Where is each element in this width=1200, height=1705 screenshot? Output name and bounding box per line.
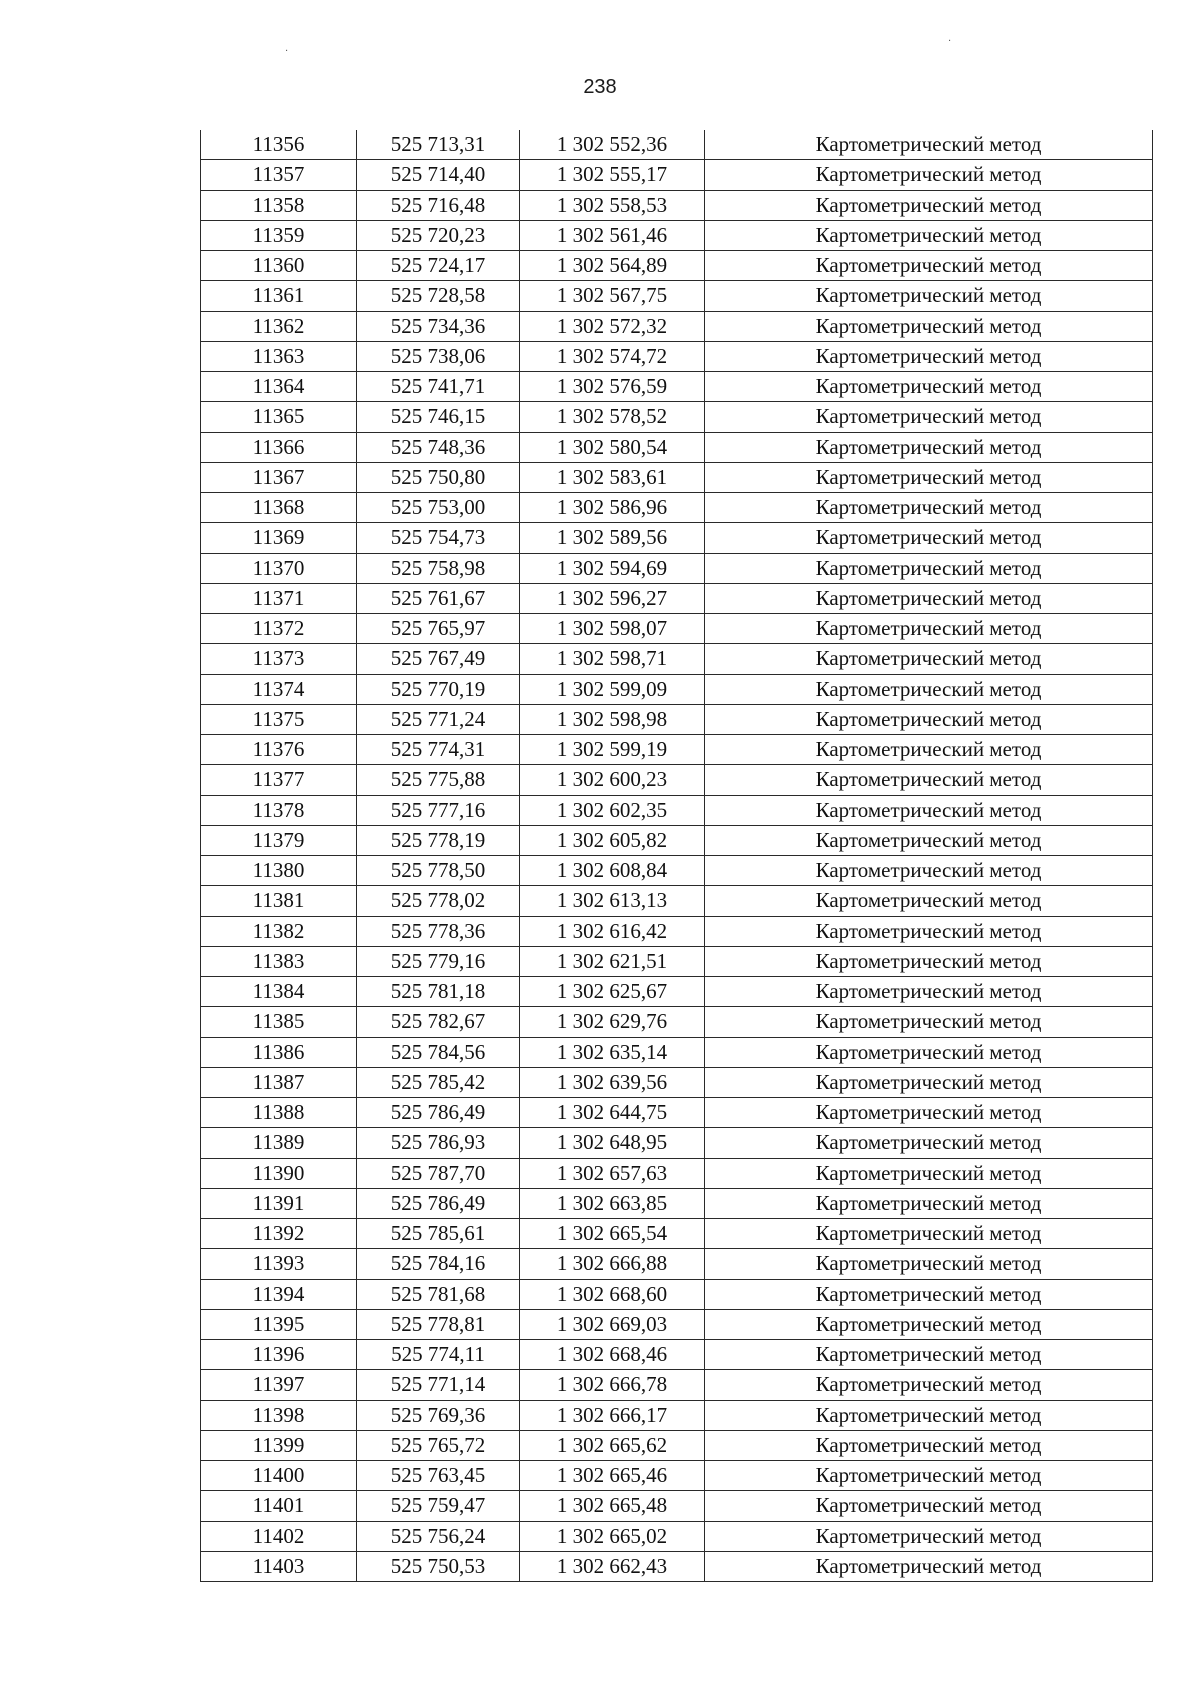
y-coordinate-cell: 1 302 613,13: [520, 886, 705, 916]
y-coordinate-cell: 1 302 602,35: [520, 795, 705, 825]
method-cell: Картометрический метод: [705, 795, 1153, 825]
method-cell: Картометрический метод: [705, 1067, 1153, 1097]
method-cell: Картометрический метод: [705, 1430, 1153, 1460]
table-row: [201, 795, 1153, 825]
x-coordinate-cell: 525 756,24: [357, 1521, 520, 1551]
point-number-cell: 11367: [201, 462, 357, 492]
x-coordinate-cell: 525 753,00: [357, 493, 520, 523]
y-coordinate-cell: 1 302 668,46: [520, 1340, 705, 1370]
table-row: [201, 281, 1153, 311]
scan-speck: ·: [948, 36, 952, 47]
point-number-cell: 11375: [201, 704, 357, 734]
x-coordinate-cell: 525 770,19: [357, 674, 520, 704]
method-cell: Картометрический метод: [705, 856, 1153, 886]
point-number-cell: 11403: [201, 1551, 357, 1581]
method-cell: Картометрический метод: [705, 160, 1153, 190]
y-coordinate-cell: 1 302 599,09: [520, 674, 705, 704]
point-number-cell: 11378: [201, 795, 357, 825]
table-row: [201, 765, 1153, 795]
method-cell: Картометрический метод: [705, 704, 1153, 734]
x-coordinate-cell: 525 771,24: [357, 704, 520, 734]
scan-speck: ·: [285, 46, 289, 57]
y-coordinate-cell: 1 302 662,43: [520, 1551, 705, 1581]
x-coordinate-cell: 525 738,06: [357, 341, 520, 371]
table-row: [201, 1188, 1153, 1218]
coordinates-table: [200, 130, 1153, 1582]
method-cell: Картометрический метод: [705, 523, 1153, 553]
y-coordinate-cell: 1 302 596,27: [520, 583, 705, 613]
table-row: [201, 856, 1153, 886]
method-cell: Картометрический метод: [705, 1521, 1153, 1551]
x-coordinate-cell: 525 771,14: [357, 1370, 520, 1400]
method-cell: Картометрический метод: [705, 644, 1153, 674]
method-cell: Картометрический метод: [705, 1279, 1153, 1309]
point-number-cell: 11365: [201, 402, 357, 432]
table-row: [201, 946, 1153, 976]
table-row: [201, 341, 1153, 371]
point-number-cell: 11389: [201, 1128, 357, 1158]
x-coordinate-cell: 525 750,80: [357, 462, 520, 492]
method-cell: Картометрический метод: [705, 190, 1153, 220]
table-row: [201, 1430, 1153, 1460]
method-cell: Картометрический метод: [705, 341, 1153, 371]
table-row: [201, 1037, 1153, 1067]
y-coordinate-cell: 1 302 583,61: [520, 462, 705, 492]
point-number-cell: 11402: [201, 1521, 357, 1551]
method-cell: Картометрический метод: [705, 674, 1153, 704]
table-row: [201, 1461, 1153, 1491]
table-row: [201, 735, 1153, 765]
point-number-cell: 11393: [201, 1249, 357, 1279]
y-coordinate-cell: 1 302 580,54: [520, 432, 705, 462]
x-coordinate-cell: 525 785,42: [357, 1067, 520, 1097]
method-cell: Картометрический метод: [705, 1370, 1153, 1400]
y-coordinate-cell: 1 302 665,46: [520, 1461, 705, 1491]
x-coordinate-cell: 525 779,16: [357, 946, 520, 976]
x-coordinate-cell: 525 746,15: [357, 402, 520, 432]
method-cell: Картометрический метод: [705, 130, 1153, 160]
method-cell: Картометрический метод: [705, 493, 1153, 523]
table-row: [201, 674, 1153, 704]
point-number-cell: 11387: [201, 1067, 357, 1097]
x-coordinate-cell: 525 775,88: [357, 765, 520, 795]
table-row: [201, 402, 1153, 432]
point-number-cell: 11372: [201, 614, 357, 644]
x-coordinate-cell: 525 778,02: [357, 886, 520, 916]
y-coordinate-cell: 1 302 635,14: [520, 1037, 705, 1067]
table-row: [201, 1521, 1153, 1551]
method-cell: Картометрический метод: [705, 1007, 1153, 1037]
point-number-cell: 11394: [201, 1279, 357, 1309]
method-cell: Картометрический метод: [705, 281, 1153, 311]
x-coordinate-cell: 525 786,49: [357, 1098, 520, 1128]
point-number-cell: 11369: [201, 523, 357, 553]
method-cell: Картометрический метод: [705, 1491, 1153, 1521]
point-number-cell: 11396: [201, 1340, 357, 1370]
y-coordinate-cell: 1 302 605,82: [520, 825, 705, 855]
y-coordinate-cell: 1 302 558,53: [520, 190, 705, 220]
y-coordinate-cell: 1 302 589,56: [520, 523, 705, 553]
x-coordinate-cell: 525 713,31: [357, 130, 520, 160]
point-number-cell: 11371: [201, 583, 357, 613]
table-row: [201, 1128, 1153, 1158]
x-coordinate-cell: 525 765,72: [357, 1430, 520, 1460]
table-row: [201, 1098, 1153, 1128]
method-cell: Картометрический метод: [705, 1461, 1153, 1491]
method-cell: Картометрический метод: [705, 735, 1153, 765]
table-row: [201, 916, 1153, 946]
table-row: [201, 190, 1153, 220]
point-number-cell: 11359: [201, 220, 357, 250]
y-coordinate-cell: 1 302 666,17: [520, 1400, 705, 1430]
method-cell: Картометрический метод: [705, 251, 1153, 281]
method-cell: Картометрический метод: [705, 916, 1153, 946]
table-row: [201, 1370, 1153, 1400]
table-row: [201, 130, 1153, 160]
y-coordinate-cell: 1 302 576,59: [520, 372, 705, 402]
method-cell: Картометрический метод: [705, 946, 1153, 976]
y-coordinate-cell: 1 302 578,52: [520, 402, 705, 432]
point-number-cell: 11380: [201, 856, 357, 886]
y-coordinate-cell: 1 302 594,69: [520, 553, 705, 583]
point-number-cell: 11376: [201, 735, 357, 765]
table-row: [201, 160, 1153, 190]
table-row: [201, 462, 1153, 492]
point-number-cell: 11383: [201, 946, 357, 976]
point-number-cell: 11368: [201, 493, 357, 523]
table-row: [201, 1400, 1153, 1430]
x-coordinate-cell: 525 784,16: [357, 1249, 520, 1279]
table-row: [201, 886, 1153, 916]
point-number-cell: 11360: [201, 251, 357, 281]
table-row: [201, 825, 1153, 855]
method-cell: Картометрический метод: [705, 432, 1153, 462]
x-coordinate-cell: 525 765,97: [357, 614, 520, 644]
y-coordinate-cell: 1 302 629,76: [520, 1007, 705, 1037]
y-coordinate-cell: 1 302 598,71: [520, 644, 705, 674]
point-number-cell: 11364: [201, 372, 357, 402]
x-coordinate-cell: 525 750,53: [357, 1551, 520, 1581]
x-coordinate-cell: 525 778,19: [357, 825, 520, 855]
y-coordinate-cell: 1 302 598,07: [520, 614, 705, 644]
point-number-cell: 11397: [201, 1370, 357, 1400]
method-cell: Картометрический метод: [705, 462, 1153, 492]
point-number-cell: 11401: [201, 1491, 357, 1521]
point-number-cell: 11362: [201, 311, 357, 341]
x-coordinate-cell: 525 720,23: [357, 220, 520, 250]
method-cell: Картометрический метод: [705, 886, 1153, 916]
point-number-cell: 11382: [201, 916, 357, 946]
y-coordinate-cell: 1 302 600,23: [520, 765, 705, 795]
point-number-cell: 11373: [201, 644, 357, 674]
method-cell: Картометрический метод: [705, 977, 1153, 1007]
x-coordinate-cell: 525 774,11: [357, 1340, 520, 1370]
table-row: [201, 432, 1153, 462]
x-coordinate-cell: 525 784,56: [357, 1037, 520, 1067]
y-coordinate-cell: 1 302 552,36: [520, 130, 705, 160]
method-cell: Картометрический метод: [705, 765, 1153, 795]
y-coordinate-cell: 1 302 639,56: [520, 1067, 705, 1097]
table-row: [201, 704, 1153, 734]
method-cell: Картометрический метод: [705, 220, 1153, 250]
point-number-cell: 11395: [201, 1309, 357, 1339]
y-coordinate-cell: 1 302 665,62: [520, 1430, 705, 1460]
table-row: [201, 644, 1153, 674]
page-number: 238: [583, 76, 617, 98]
point-number-cell: 11400: [201, 1461, 357, 1491]
table-row: [201, 1279, 1153, 1309]
method-cell: Картометрический метод: [705, 825, 1153, 855]
x-coordinate-cell: 525 754,73: [357, 523, 520, 553]
method-cell: Картометрический метод: [705, 311, 1153, 341]
y-coordinate-cell: 1 302 621,51: [520, 946, 705, 976]
y-coordinate-cell: 1 302 648,95: [520, 1128, 705, 1158]
point-number-cell: 11399: [201, 1430, 357, 1460]
y-coordinate-cell: 1 302 572,32: [520, 311, 705, 341]
y-coordinate-cell: 1 302 616,42: [520, 916, 705, 946]
y-coordinate-cell: 1 302 657,63: [520, 1158, 705, 1188]
table-row: [201, 1007, 1153, 1037]
y-coordinate-cell: 1 302 561,46: [520, 220, 705, 250]
point-number-cell: 11391: [201, 1188, 357, 1218]
point-number-cell: 11392: [201, 1219, 357, 1249]
point-number-cell: 11398: [201, 1400, 357, 1430]
point-number-cell: 11384: [201, 977, 357, 1007]
y-coordinate-cell: 1 302 586,96: [520, 493, 705, 523]
x-coordinate-cell: 525 714,40: [357, 160, 520, 190]
x-coordinate-cell: 525 778,50: [357, 856, 520, 886]
method-cell: Картометрический метод: [705, 1400, 1153, 1430]
point-number-cell: 11357: [201, 160, 357, 190]
method-cell: Картометрический метод: [705, 1219, 1153, 1249]
method-cell: Картометрический метод: [705, 1340, 1153, 1370]
x-coordinate-cell: 525 778,81: [357, 1309, 520, 1339]
point-number-cell: 11379: [201, 825, 357, 855]
x-coordinate-cell: 525 777,16: [357, 795, 520, 825]
point-number-cell: 11374: [201, 674, 357, 704]
table-row: [201, 523, 1153, 553]
y-coordinate-cell: 1 302 625,67: [520, 977, 705, 1007]
x-coordinate-cell: 525 781,18: [357, 977, 520, 1007]
x-coordinate-cell: 525 741,71: [357, 372, 520, 402]
x-coordinate-cell: 525 774,31: [357, 735, 520, 765]
y-coordinate-cell: 1 302 567,75: [520, 281, 705, 311]
y-coordinate-cell: 1 302 668,60: [520, 1279, 705, 1309]
method-cell: Картометрический метод: [705, 1128, 1153, 1158]
point-number-cell: 11361: [201, 281, 357, 311]
x-coordinate-cell: 525 724,17: [357, 251, 520, 281]
point-number-cell: 11370: [201, 553, 357, 583]
x-coordinate-cell: 525 785,61: [357, 1219, 520, 1249]
x-coordinate-cell: 525 778,36: [357, 916, 520, 946]
x-coordinate-cell: 525 769,36: [357, 1400, 520, 1430]
method-cell: Картометрический метод: [705, 372, 1153, 402]
x-coordinate-cell: 525 761,67: [357, 583, 520, 613]
x-coordinate-cell: 525 782,67: [357, 1007, 520, 1037]
y-coordinate-cell: 1 302 644,75: [520, 1098, 705, 1128]
point-number-cell: 11386: [201, 1037, 357, 1067]
point-number-cell: 11366: [201, 432, 357, 462]
method-cell: Картометрический метод: [705, 614, 1153, 644]
point-number-cell: 11388: [201, 1098, 357, 1128]
method-cell: Картометрический метод: [705, 1188, 1153, 1218]
table-row: [201, 1491, 1153, 1521]
method-cell: Картометрический метод: [705, 1551, 1153, 1581]
table-row: [201, 251, 1153, 281]
table-row: [201, 311, 1153, 341]
x-coordinate-cell: 525 734,36: [357, 311, 520, 341]
y-coordinate-cell: 1 302 666,78: [520, 1370, 705, 1400]
table-row: [201, 1158, 1153, 1188]
y-coordinate-cell: 1 302 564,89: [520, 251, 705, 281]
table-body: [201, 130, 1153, 1582]
y-coordinate-cell: 1 302 669,03: [520, 1309, 705, 1339]
point-number-cell: 11363: [201, 341, 357, 371]
table-row: [201, 1309, 1153, 1339]
table-row: [201, 1067, 1153, 1097]
x-coordinate-cell: 525 728,58: [357, 281, 520, 311]
method-cell: Картометрический метод: [705, 1249, 1153, 1279]
x-coordinate-cell: 525 786,49: [357, 1188, 520, 1218]
point-number-cell: 11377: [201, 765, 357, 795]
y-coordinate-cell: 1 302 665,02: [520, 1521, 705, 1551]
point-number-cell: 11356: [201, 130, 357, 160]
x-coordinate-cell: 525 716,48: [357, 190, 520, 220]
y-coordinate-cell: 1 302 665,54: [520, 1219, 705, 1249]
y-coordinate-cell: 1 302 574,72: [520, 341, 705, 371]
y-coordinate-cell: 1 302 666,88: [520, 1249, 705, 1279]
table-row: [201, 1551, 1153, 1581]
table-row: [201, 977, 1153, 1007]
table-row: [201, 1249, 1153, 1279]
x-coordinate-cell: 525 767,49: [357, 644, 520, 674]
method-cell: Картометрический метод: [705, 1309, 1153, 1339]
y-coordinate-cell: 1 302 608,84: [520, 856, 705, 886]
table-row: [201, 553, 1153, 583]
x-coordinate-cell: 525 763,45: [357, 1461, 520, 1491]
table-row: [201, 1219, 1153, 1249]
y-coordinate-cell: 1 302 555,17: [520, 160, 705, 190]
point-number-cell: 11358: [201, 190, 357, 220]
x-coordinate-cell: 525 759,47: [357, 1491, 520, 1521]
method-cell: Картометрический метод: [705, 1037, 1153, 1067]
table-row: [201, 583, 1153, 613]
table-row: [201, 493, 1153, 523]
method-cell: Картометрический метод: [705, 583, 1153, 613]
table-row: [201, 372, 1153, 402]
point-number-cell: 11381: [201, 886, 357, 916]
method-cell: Картометрический метод: [705, 402, 1153, 432]
point-number-cell: 11385: [201, 1007, 357, 1037]
y-coordinate-cell: 1 302 598,98: [520, 704, 705, 734]
y-coordinate-cell: 1 302 665,48: [520, 1491, 705, 1521]
x-coordinate-cell: 525 758,98: [357, 553, 520, 583]
x-coordinate-cell: 525 787,70: [357, 1158, 520, 1188]
x-coordinate-cell: 525 786,93: [357, 1128, 520, 1158]
x-coordinate-cell: 525 748,36: [357, 432, 520, 462]
table-row: [201, 1340, 1153, 1370]
method-cell: Картометрический метод: [705, 553, 1153, 583]
method-cell: Картометрический метод: [705, 1158, 1153, 1188]
x-coordinate-cell: 525 781,68: [357, 1279, 520, 1309]
point-number-cell: 11390: [201, 1158, 357, 1188]
y-coordinate-cell: 1 302 599,19: [520, 735, 705, 765]
table-row: [201, 614, 1153, 644]
table-row: [201, 220, 1153, 250]
method-cell: Картометрический метод: [705, 1098, 1153, 1128]
y-coordinate-cell: 1 302 663,85: [520, 1188, 705, 1218]
